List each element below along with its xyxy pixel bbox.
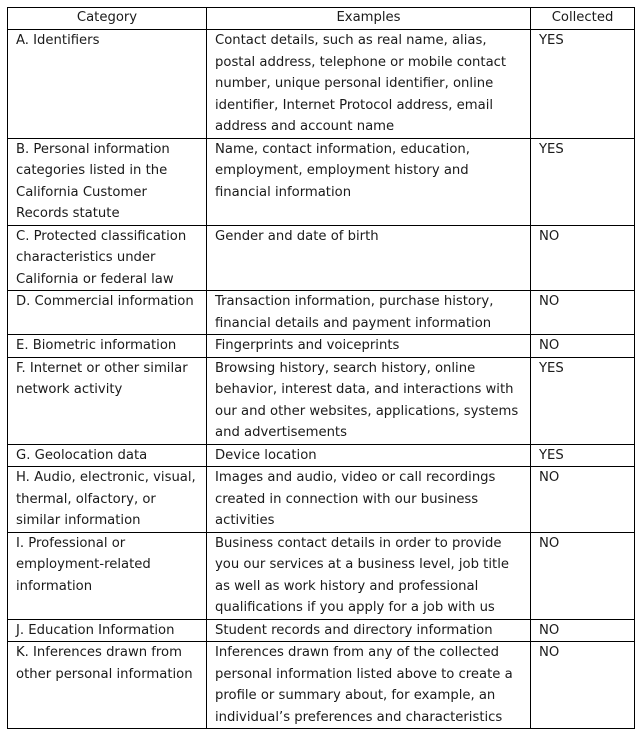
category-cell: B. Personal information categories listed in the California Customer Records statute — [8, 138, 207, 225]
examples-cell: Inferences drawn from any of the collected personal information listed above to create a profile or summary about, for example, an individual’s preferences and characteristics — [207, 642, 531, 729]
examples-cell: Business contact details in order to provide you our services at a business level, job title as well as work history and professional qualifications if you apply for a job with us — [207, 532, 531, 619]
header-examples: Examples — [207, 8, 531, 30]
category-cell: C. Protected classification characteristics under California or federal law — [8, 225, 207, 291]
category-cell: K. Inferences drawn from other personal information — [8, 642, 207, 729]
examples-cell: Transaction information, purchase history, financial details and payment information — [207, 291, 531, 335]
table-row — [8, 467, 635, 533]
category-cell: I. Professional or employment-related information — [8, 532, 207, 619]
table-row — [8, 619, 635, 642]
examples-cell: Gender and date of birth — [207, 225, 531, 291]
header-row — [8, 8, 635, 30]
header-collected: Collected — [531, 8, 635, 30]
table-row — [8, 291, 635, 335]
table-row — [8, 444, 635, 467]
category-cell: H. Audio, electronic, visual, thermal, olfactory, or similar information — [8, 467, 207, 533]
collected-cell: YES — [531, 357, 635, 444]
table-header — [8, 8, 635, 30]
table-row — [8, 138, 635, 225]
collected-cell: YES — [531, 30, 635, 139]
category-cell: G. Geolocation data — [8, 444, 207, 467]
collected-cell: NO — [531, 642, 635, 729]
collected-cell: NO — [531, 225, 635, 291]
category-cell: F. Internet or other similar network activity — [8, 357, 207, 444]
examples-cell: Device location — [207, 444, 531, 467]
category-cell: A. Identifiers — [8, 30, 207, 139]
table-row — [8, 225, 635, 291]
examples-cell: Name, contact information, education, employment, employment history and financial information — [207, 138, 531, 225]
category-cell: D. Commercial information — [8, 291, 207, 335]
table-row — [8, 30, 635, 139]
collected-cell: NO — [531, 532, 635, 619]
collected-cell: NO — [531, 619, 635, 642]
collected-cell: NO — [531, 335, 635, 358]
header-category: Category — [8, 8, 207, 30]
examples-cell: Browsing history, search history, online behavior, interest data, and interactions with our and other websites, applications, systems and advertisements — [207, 357, 531, 444]
category-cell: E. Biometric information — [8, 335, 207, 358]
collected-info-table-container — [7, 7, 635, 729]
table-body — [8, 30, 635, 729]
examples-cell: Contact details, such as real name, alias, postal address, telephone or mobile contact number, unique personal identifier, online identifier, Internet Protocol address, email address and account name — [207, 30, 531, 139]
table-row — [8, 532, 635, 619]
collected-cell: NO — [531, 467, 635, 533]
collected-cell: YES — [531, 138, 635, 225]
examples-cell: Fingerprints and voiceprints — [207, 335, 531, 358]
table-row — [8, 335, 635, 358]
category-cell: J. Education Information — [8, 619, 207, 642]
collected-cell: NO — [531, 291, 635, 335]
collected-cell: YES — [531, 444, 635, 467]
personal-information-categories-table — [7, 7, 635, 729]
examples-cell: Images and audio, video or call recordings created in connection with our business activities — [207, 467, 531, 533]
table-row — [8, 642, 635, 729]
examples-cell: Student records and directory information — [207, 619, 531, 642]
table-row — [8, 357, 635, 444]
